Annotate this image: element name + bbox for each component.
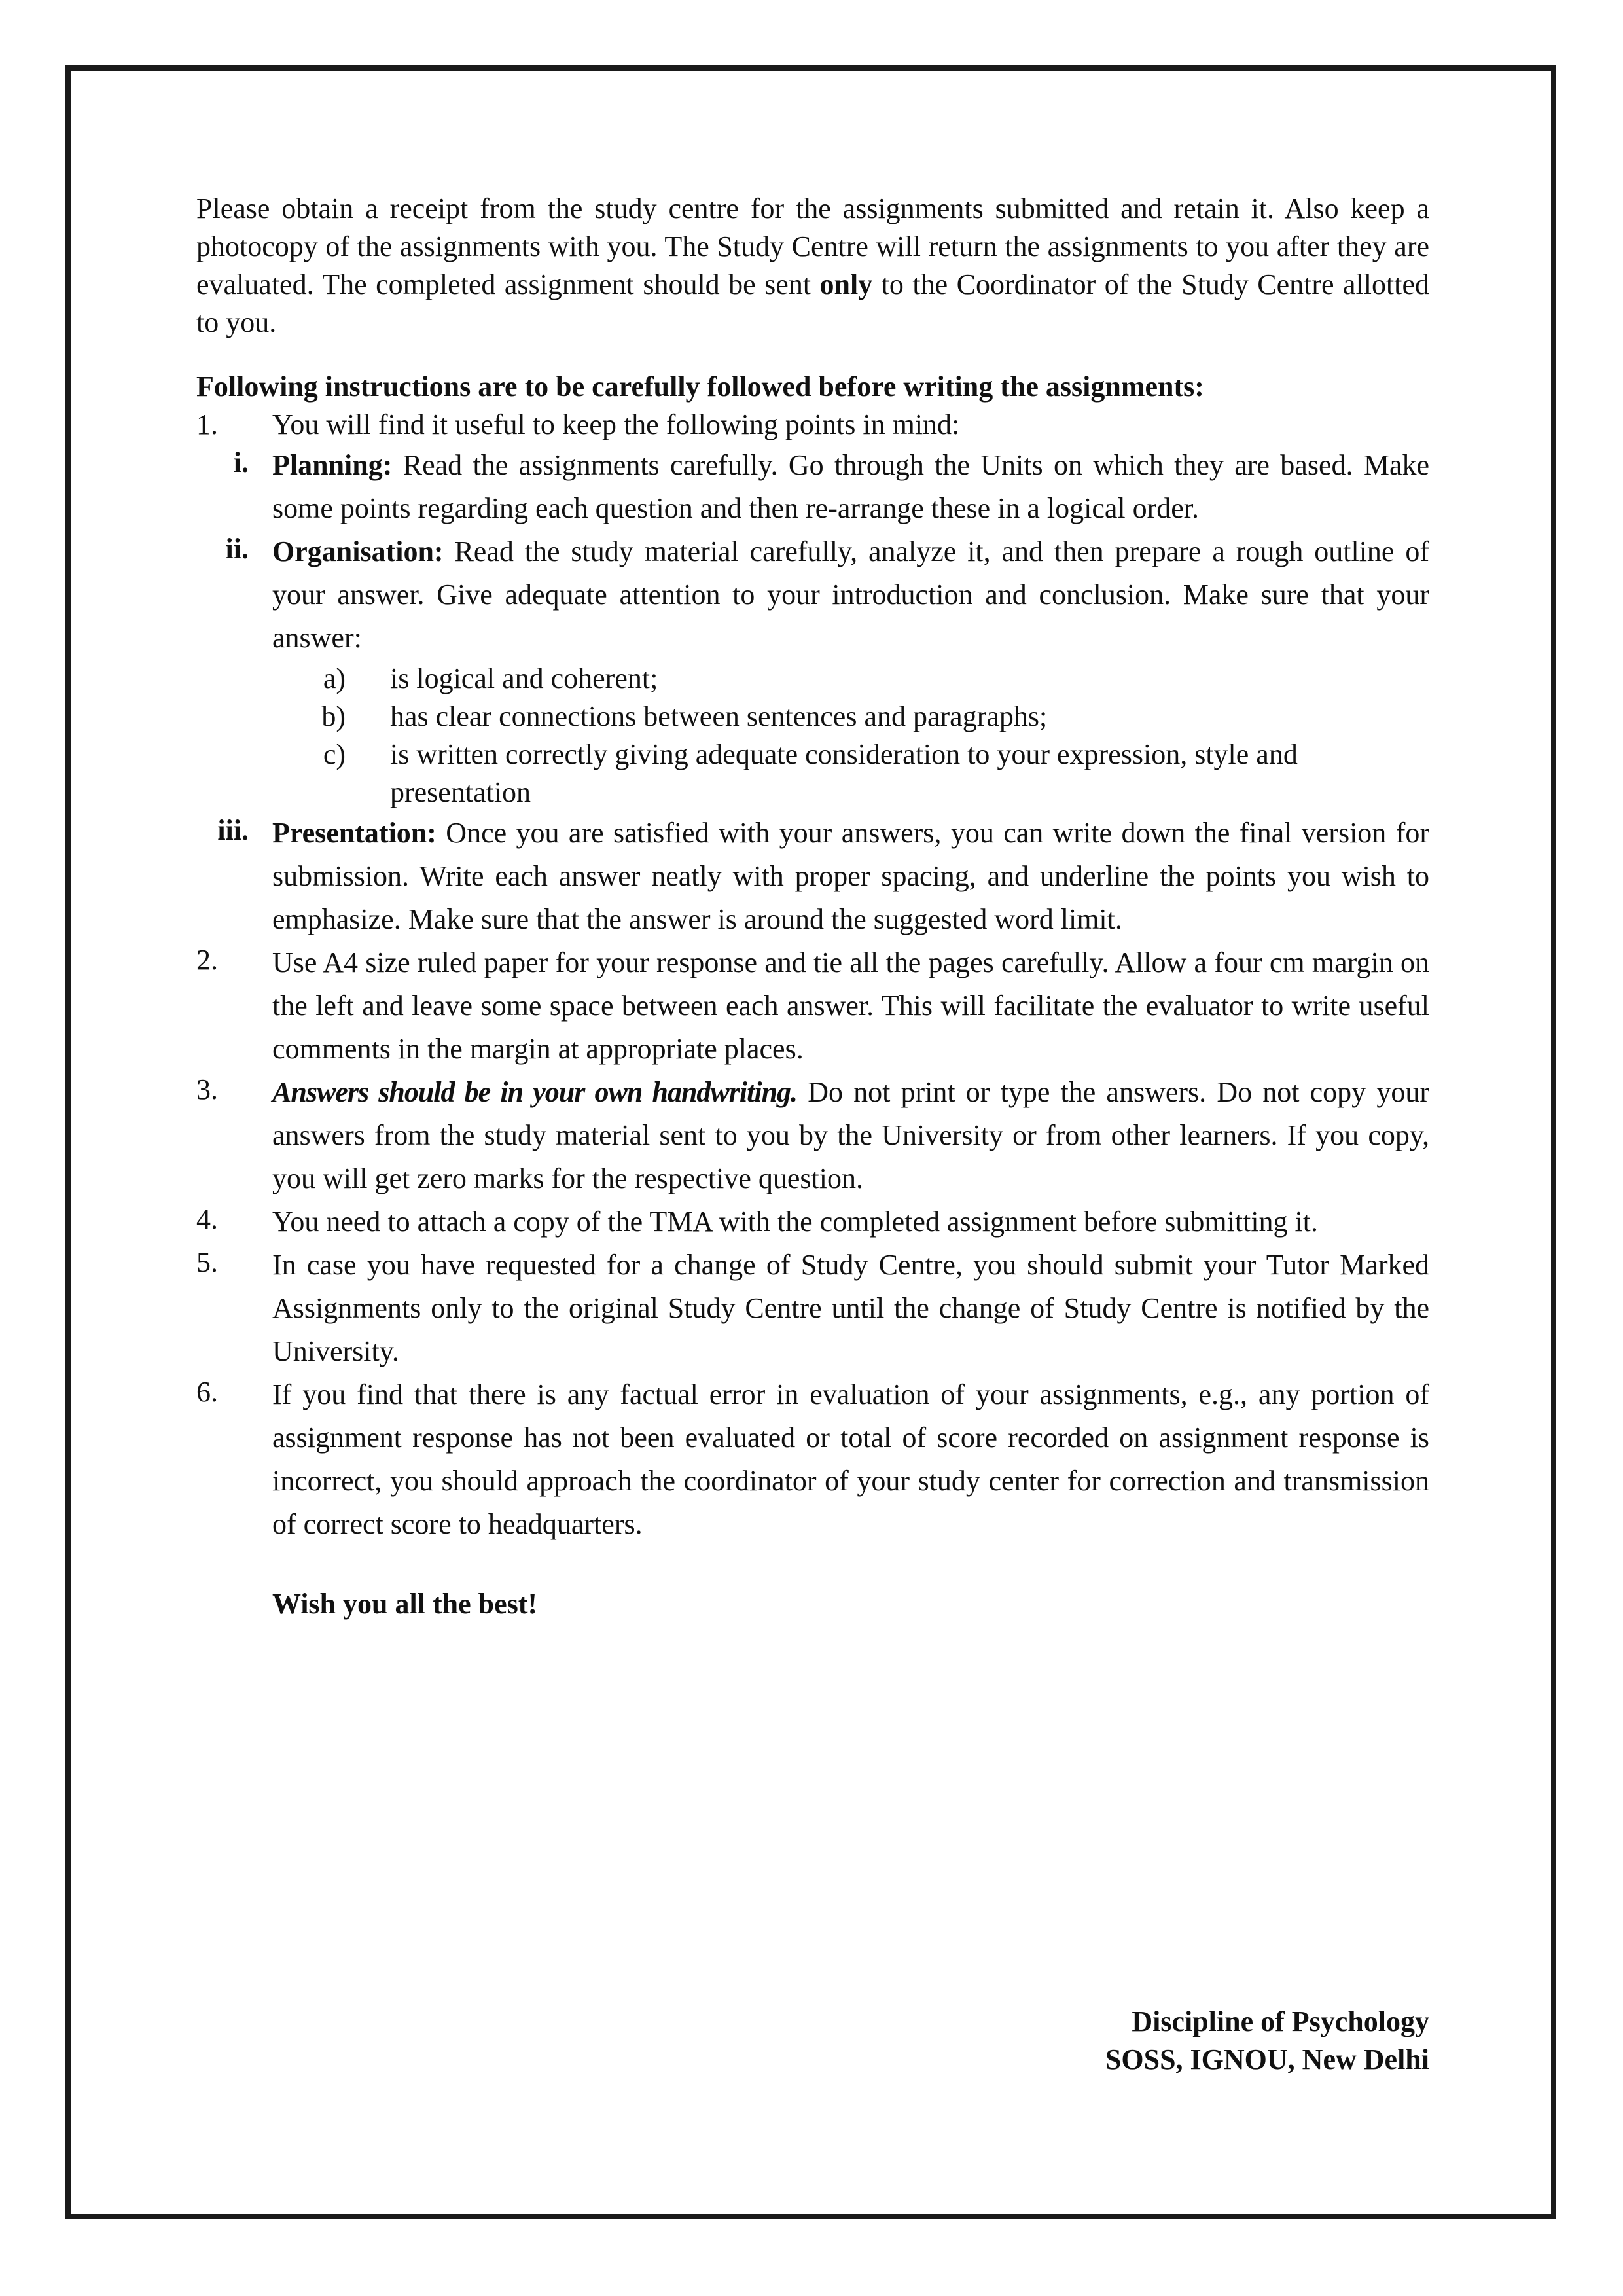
criterion-label: a): [323, 662, 346, 694]
instruction-item-4: [196, 1200, 1429, 1244]
sub-item-planning: [233, 444, 1429, 530]
sub-item-label: Organisation:: [272, 535, 444, 567]
sub-item-presentation: [217, 812, 1429, 941]
item-number: 3.: [196, 1073, 218, 1105]
intro-text-2: to the Coordinator of the Study Centre allotted to you.: [196, 268, 1430, 338]
sub-item-number: i.: [233, 446, 249, 478]
answer-criterion-b: [321, 698, 1429, 736]
criterion-text: has clear connections between sentences and paragraphs;: [390, 700, 1048, 732]
instruction-item-2: [196, 941, 1429, 1071]
sub-item-body: [272, 444, 1429, 530]
signature-department: Discipline of Psychology: [1132, 2005, 1429, 2037]
item-number: 1.: [196, 408, 218, 440]
item-number: 2.: [196, 944, 218, 976]
sub-item-text: Once you are satisfied with your answers, you can write down the final version for submission. Write each answer neatly with proper spacing, and underline the points you wish to emphasize. Make sure that the answer is around the suggested word limit.: [272, 817, 1429, 935]
item-number: 4.: [196, 1203, 218, 1235]
document-content: [196, 190, 1430, 2075]
intro-emphasis: only: [819, 268, 873, 300]
item-text: You need to attach a copy of the TMA with the completed assignment before submitting it.: [272, 1206, 1318, 1238]
sub-item-text: Read the assignments carefully. Go through the Units on which they are based. Make some points regarding each question and then re-arrange these in a logical order.: [272, 449, 1429, 524]
sub-item-label: Planning:: [272, 449, 393, 481]
item-text: Do not print or type the answers. Do not copy your answers from the study material sent to you by the University or from other learners. If you copy, you will get zero marks for the respective question.: [272, 1076, 1429, 1194]
instruction-item-1: [196, 406, 1429, 444]
signature-institution: SOSS, IGNOU, New Delhi: [1105, 2043, 1429, 2075]
sub-item-number: iii.: [217, 814, 249, 846]
item-text: You will find it useful to keep the following points in mind:: [272, 408, 960, 440]
instruction-item-5: [196, 1244, 1429, 1373]
sub-item-text: Read the study material carefully, analyze it, and then prepare a rough outline of your answer. Give adequate attention to your introduction and conclusion. Make sure that your answer:: [272, 535, 1429, 654]
signature-block: [1105, 2003, 1429, 2079]
criterion-text: is written correctly giving adequate consideration to your expression, style and presentation: [390, 738, 1298, 808]
criterion-label: c): [323, 738, 346, 770]
item-number: 6.: [196, 1376, 218, 1408]
criterion-text: is logical and coherent;: [390, 662, 658, 694]
instruction-item-6: [196, 1373, 1429, 1546]
instruction-item-3: [196, 1071, 1429, 1200]
sub-item-body: [272, 530, 1429, 660]
sub-item-body: [272, 812, 1429, 941]
intro-text-1: Please obtain a receipt from the study centre for the assignments submitted and retain it. Also keep a photocopy of the assignments with you. The Study Centre will return the assignments to you after they are evaluated. The completed assignment should be sent: [196, 192, 1429, 300]
criterion-label: b): [321, 700, 346, 732]
item-emphasis: Answers should be in your own handwriting.: [272, 1076, 798, 1108]
closing-wish: Wish you all the best!: [272, 1588, 538, 1620]
intro-paragraph: [196, 190, 1429, 342]
instructions-heading: Following instructions are to be carefully followed before writing the assignments:: [196, 370, 1204, 403]
item-body: [272, 1071, 1429, 1200]
sub-item-number: ii.: [225, 533, 249, 565]
item-number: 5.: [196, 1246, 218, 1278]
sub-item-organisation: [225, 530, 1429, 660]
item-text: In case you have requested for a change of Study Centre, you should submit your Tutor Marked Assignments only to the original Study Centre until the change of Study Centre is notified by the University.: [272, 1249, 1429, 1367]
sub-item-label: Presentation:: [272, 817, 437, 849]
answer-criterion-a: [323, 660, 1429, 698]
item-text: If you find that there is any factual error in evaluation of your assignments, e.g., any portion of assignment response has not been evaluated or total of score recorded on assignment response is incorrect, you should approach the coordinator of your study center for correction and transmission of correct score to headquarters.: [272, 1378, 1429, 1540]
item-text: Use A4 size ruled paper for your response and tie all the pages carefully. Allow a four cm margin on the left and leave some space between each answer. This will facilitate the evaluator to write useful comments in the margin at appropriate places.: [272, 946, 1429, 1065]
answer-criterion-c: [323, 736, 1429, 812]
